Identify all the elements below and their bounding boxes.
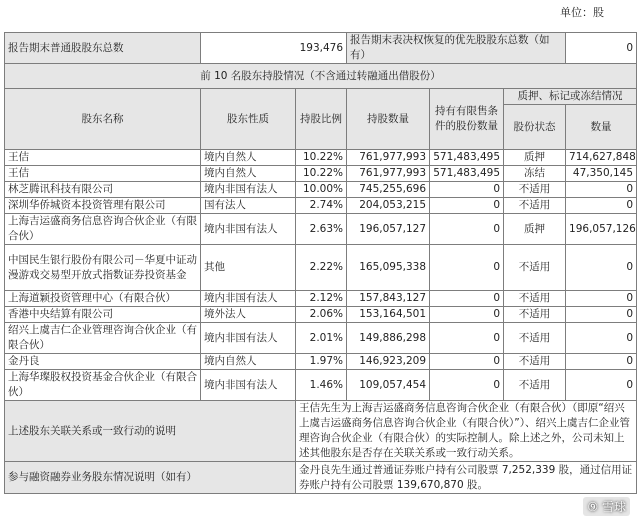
header-restricted: 持有有限售条件的股份数量	[430, 89, 504, 150]
shareholding-quantity: 761,977,993	[347, 150, 430, 166]
share-status: 不适用	[504, 354, 566, 370]
preferred-holders-label: 报告期末表决权恢复的优先股股东总数（如有）	[347, 33, 566, 64]
table-row	[5, 323, 637, 354]
watermark-logo: ⑨ 雪球	[583, 497, 630, 516]
shareholder-name: 上海华璨股权投资基金合伙企业（有限合伙）	[5, 370, 201, 401]
shareholder-nature: 境内自然人	[201, 166, 296, 182]
shareholder-name: 中国民生银行股份有限公司－华夏中证动漫游戏交易型开放式指数证券投资基金	[5, 245, 201, 291]
shareholding-ratio: 10.22%	[296, 150, 347, 166]
table-row	[5, 214, 637, 245]
restricted-shares: 0	[430, 198, 504, 214]
restricted-shares: 571,483,495	[430, 166, 504, 182]
restricted-shares: 0	[430, 291, 504, 307]
shareholder-nature: 境内自然人	[201, 150, 296, 166]
pledged-quantity: 714,627,848	[566, 150, 637, 166]
share-status: 质押	[504, 214, 566, 245]
shareholding-ratio: 2.22%	[296, 245, 347, 291]
shareholding-ratio: 2.74%	[296, 198, 347, 214]
table-row	[5, 307, 637, 323]
header-share-status: 股份状态	[504, 105, 566, 150]
pledged-quantity: 0	[566, 182, 637, 198]
shareholder-nature: 其他	[201, 245, 296, 291]
shareholder-name: 王佶	[5, 150, 201, 166]
table-row	[5, 198, 637, 214]
shareholding-quantity: 196,057,127	[347, 214, 430, 245]
common-holders-value: 193,476	[201, 33, 347, 64]
shareholding-quantity: 149,886,298	[347, 323, 430, 354]
table-row	[5, 245, 637, 291]
relation-note-text: 王佶先生为上海吉运盛商务信息咨询合伙企业（有限合伙）（即原“绍兴上虞吉运盛商务信息咨询合伙企业（有限合伙）”）、绍兴上虞吉仁企业管理咨询合伙企业（有限合伙）的实际控制人。除上述之外，公司未知上述其他股东是否存在关联关系或一致行动关系。	[296, 401, 637, 462]
shareholder-nature: 境内非国有法人	[201, 291, 296, 307]
header-quantity: 持股数量	[347, 89, 430, 150]
share-status: 不适用	[504, 291, 566, 307]
share-status: 冻结	[504, 166, 566, 182]
margin-note-row	[5, 462, 637, 494]
shareholder-name: 上海吉运盛商务信息咨询合伙企业（有限合伙）	[5, 214, 201, 245]
pledged-quantity: 0	[566, 370, 637, 401]
table-row	[5, 354, 637, 370]
shareholder-name: 深圳华侨城资本投资管理有限公司	[5, 198, 201, 214]
unit-label: 单位：股	[560, 6, 604, 19]
shareholding-quantity: 157,843,127	[347, 291, 430, 307]
share-status: 不适用	[504, 182, 566, 198]
restricted-shares: 0	[430, 307, 504, 323]
pledged-quantity: 47,350,145	[566, 166, 637, 182]
shareholding-ratio: 2.06%	[296, 307, 347, 323]
shareholder-name: 上海道颖投资管理中心（有限合伙）	[5, 291, 201, 307]
shareholding-ratio: 1.97%	[296, 354, 347, 370]
share-status: 不适用	[504, 370, 566, 401]
shareholding-quantity: 761,977,993	[347, 166, 430, 182]
shareholding-ratio: 10.22%	[296, 166, 347, 182]
header-ratio: 持股比例	[296, 89, 347, 150]
relation-note-row	[5, 401, 637, 462]
shareholder-name: 绍兴上虞吉仁企业管理咨询合伙企业（有限合伙）	[5, 323, 201, 354]
relation-note-label: 上述股东关联关系或一致行动的说明	[5, 401, 296, 462]
common-holders-label: 报告期末普通股股东总数	[5, 33, 201, 64]
shareholding-ratio: 2.01%	[296, 323, 347, 354]
shareholding-ratio: 2.63%	[296, 214, 347, 245]
restricted-shares: 0	[430, 182, 504, 198]
pledged-quantity: 0	[566, 198, 637, 214]
table-row	[5, 370, 637, 401]
shareholding-quantity: 109,057,454	[347, 370, 430, 401]
header-nature: 股东性质	[201, 89, 296, 150]
margin-note-label: 参与融资融券业务股东情况说明（如有）	[5, 462, 296, 494]
shareholding-ratio: 10.00%	[296, 182, 347, 198]
shareholder-name: 金丹良	[5, 354, 201, 370]
share-status: 不适用	[504, 307, 566, 323]
summary-row	[5, 33, 637, 64]
table-row	[5, 182, 637, 198]
restricted-shares: 0	[430, 214, 504, 245]
restricted-shares: 571,483,495	[430, 150, 504, 166]
shareholder-table	[4, 32, 637, 494]
shareholding-quantity: 165,095,338	[347, 245, 430, 291]
shareholder-nature: 境外法人	[201, 307, 296, 323]
header-pledge-quantity: 数量	[566, 105, 637, 150]
restricted-shares: 0	[430, 323, 504, 354]
shareholder-nature: 境内非国有法人	[201, 214, 296, 245]
preferred-holders-value: 0	[566, 33, 637, 64]
section-title-row	[5, 64, 637, 89]
header-row	[5, 89, 637, 105]
pledged-quantity: 0	[566, 291, 637, 307]
shareholder-nature: 境内非国有法人	[201, 182, 296, 198]
shareholding-quantity: 745,255,696	[347, 182, 430, 198]
pledged-quantity: 196,057,126	[566, 214, 637, 245]
shareholding-quantity: 146,923,209	[347, 354, 430, 370]
restricted-shares: 0	[430, 245, 504, 291]
shareholding-ratio: 1.46%	[296, 370, 347, 401]
shareholding-quantity: 204,053,215	[347, 198, 430, 214]
pledged-quantity: 0	[566, 323, 637, 354]
header-pledge-group: 质押、标记或冻结情况	[504, 89, 637, 105]
share-status: 不适用	[504, 198, 566, 214]
shareholder-nature: 国有法人	[201, 198, 296, 214]
margin-note-text: 金丹良先生通过普通证券账户持有公司股票 7,252,339 股，通过信用证券账户持有公司股票 139,670,870 股。	[296, 462, 637, 494]
shareholder-name: 林芝腾讯科技有限公司	[5, 182, 201, 198]
section-title: 前 10 名股东持股情况（不含通过转融通出借股份）	[5, 64, 637, 89]
pledged-quantity: 0	[566, 245, 637, 291]
shareholder-nature: 境内自然人	[201, 354, 296, 370]
share-status: 不适用	[504, 245, 566, 291]
pledged-quantity: 0	[566, 354, 637, 370]
shareholding-quantity: 153,164,501	[347, 307, 430, 323]
shareholder-name: 王佶	[5, 166, 201, 182]
share-status: 不适用	[504, 323, 566, 354]
shareholding-ratio: 2.12%	[296, 291, 347, 307]
shareholder-name: 香港中央结算有限公司	[5, 307, 201, 323]
table-row	[5, 166, 637, 182]
shareholder-nature: 境内非国有法人	[201, 323, 296, 354]
table-row	[5, 150, 637, 166]
table-row	[5, 291, 637, 307]
pledged-quantity: 0	[566, 307, 637, 323]
share-status: 质押	[504, 150, 566, 166]
restricted-shares: 0	[430, 354, 504, 370]
shareholder-nature: 境内非国有法人	[201, 370, 296, 401]
restricted-shares: 0	[430, 370, 504, 401]
header-name: 股东名称	[5, 89, 201, 150]
